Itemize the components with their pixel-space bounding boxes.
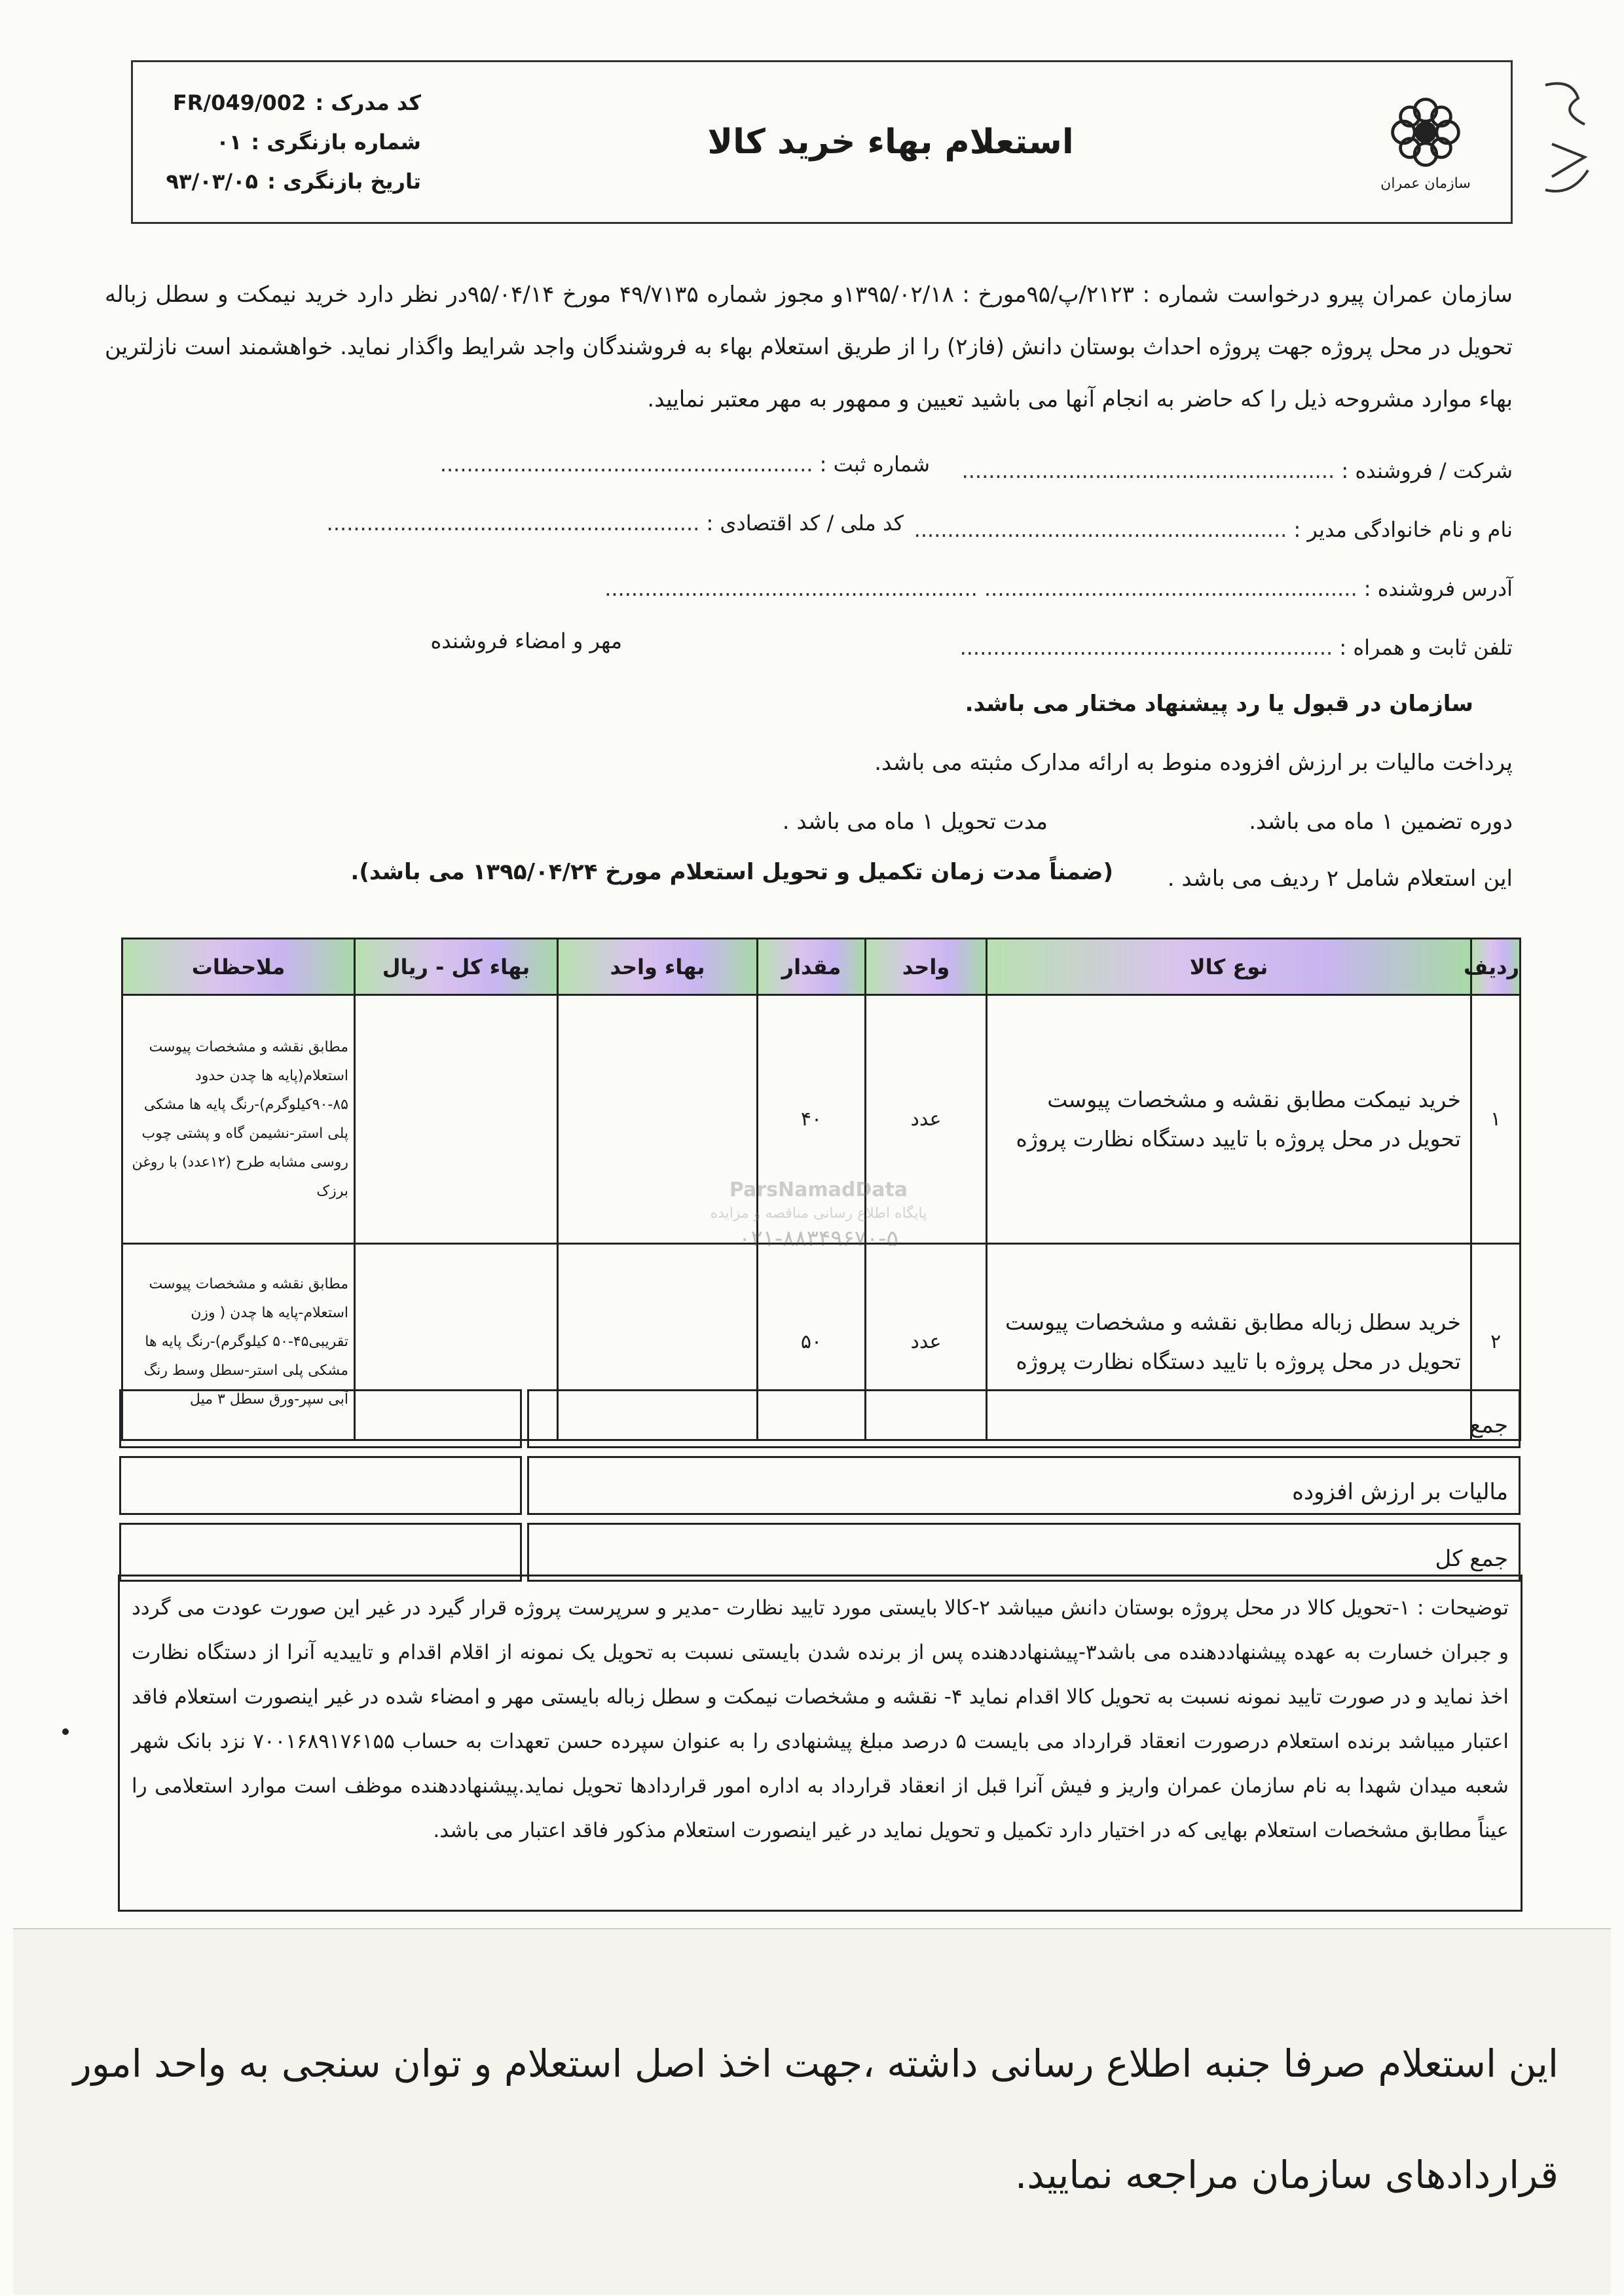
national-id-dots: ........................................................ xyxy=(326,511,700,536)
organization-logo xyxy=(1340,62,1511,222)
grand-total-value-box[interactable] xyxy=(119,1523,522,1582)
revision-no-row xyxy=(153,130,421,155)
company-dots: ........................................................ xyxy=(961,458,1335,483)
warranty-note: دوره تضمین ۱ ماه می باشد. xyxy=(1249,809,1513,835)
revision-date-row xyxy=(153,169,421,194)
doc-code-value: FR/049/002 xyxy=(172,90,306,115)
vat-label: مالیات بر ارزش افزوده xyxy=(527,1456,1521,1515)
document-header xyxy=(131,60,1513,224)
rows-count-note: این استعلام شامل ۲ ردیف می باشد . xyxy=(1167,866,1513,892)
row-number: ۱ xyxy=(1471,995,1521,1244)
address-label: آدرس فروشنده : xyxy=(1363,576,1513,601)
company-field[interactable] xyxy=(962,458,1513,483)
manager-label: نام و نام خانوادگی مدیر : xyxy=(1293,517,1513,542)
address-dots-extra: ........................................................ xyxy=(604,576,978,601)
reg-no-label: شماره ثبت : xyxy=(819,452,930,477)
revision-no-label: شماره بازنگری : xyxy=(251,130,421,155)
item-description: خرید سطل زباله مطابق نقشه و مشخصات پیوست تحویل در محل پروژه با تایید دستگاه نظارت پروژه xyxy=(987,1244,1471,1440)
doc-code-row xyxy=(153,90,421,115)
bullet-mark xyxy=(62,1728,69,1735)
intro-paragraph: سازمان عمران پیرو درخواست شماره : ۲۱۲۳/پ/۹۵مورخ : ۱۳۹۵/۰۲/۱۸و مجوز شماره ۴۹/۷۱۳۵ مورخ ۹۵/۰۴/۱۴در نظر دارد خرید نیمکت و سطل زباله تحویل در محل پروژه جهت پروژه احداث بوستان دانش (فاز۲) را از طریق استعلام بهاء به فروشندگان واجد شرایط واگذار نماید. خواهشمند است نازلترین بهاء موارد مشروحه ذیل را که حاضر به انجام آنها می باشید تعیین و ممهور به مهر معتبر نمایید. xyxy=(105,282,1513,412)
flower-logo-icon xyxy=(1386,93,1465,172)
total-price-cell[interactable] xyxy=(355,995,558,1244)
sum-row xyxy=(119,1389,1521,1448)
vat-note: پرداخت مالیات بر ارزش افزوده منوط به ارائه مدارک مثبته می باشد. xyxy=(874,750,1513,776)
phone-dots: ........................................................ xyxy=(959,635,1333,660)
col-header-unit: واحد xyxy=(866,939,987,995)
phone-label: تلفن ثابت و همراه : xyxy=(1339,635,1513,660)
reg-no-dots: ........................................................ xyxy=(439,452,813,477)
col-header-item: نوع کالا xyxy=(987,939,1471,995)
row-number: ۲ xyxy=(1471,1244,1521,1440)
explanations-box: توضیحات : ۱-تحویل کالا در محل پروژه بوستان دانش میباشد ۲-کالا بایستی مورد تایید نظارت -مدیر و سرپرست پروژه قرار گیرد در غیر این صورت عودت می گردد و جبران خسارت به عهده پیشنهاددهنده می باشد۳-پیشنهاددهنده پس از برنده شدن بایستی نسبت به تحویل یک نمونه از اقلام اقدام و تاییدیه آنرا از دستگاه نظارت اخذ نماید و در صورت تایید نمونه نسبت به تحویل کالا اقدام نماید ۴- نقشه و مشخصات نیمکت و سطل زباله بایستی مهر و امضاء شده در غیر اینصورت استعلام فاقد اعتبار میباشد برنده استعلام درصورت انعقاد قرارداد می بایست ۵ درصد مبلغ پیشنهادی را به عنوان سپرده حسن تعهدات به حساب ۷۰۰۱۶۸۹۱۷۶۱۵۵ نزد بانک شهر شعبه میدان شهدا به نام سازمان عمران واریز و فیش آنرا قبل از انعقاد قرارداد به اداره امور قراردادها تحویل نماید.پیشنهاددهنده موظف است موارد استعلامی را عیناً مطابق مشخصات استعلام بهایی که در اختیار دارد تکمیل و تحویل نماید در غیر اینصورت استعلام مذکور فاقد اعتبار می باشد. xyxy=(118,1575,1522,1912)
sum-label: جمع xyxy=(527,1389,1521,1448)
document-title: استعلام بهاء خرید کالا xyxy=(707,122,1074,162)
item-unit: عدد xyxy=(866,995,987,1244)
info-banner xyxy=(13,1928,1611,2295)
col-header-row: ردیف xyxy=(1471,939,1521,995)
grand-total-label: جمع کل xyxy=(527,1523,1521,1582)
vat-value-box[interactable] xyxy=(119,1456,522,1515)
grand-total-row xyxy=(119,1523,1521,1582)
revision-date-value: ۹۳/۰۳/۰۵ xyxy=(166,169,259,194)
vat-row xyxy=(119,1456,1521,1515)
revision-no-value: ۰۱ xyxy=(216,130,242,155)
banner-text: این استعلام صرفا جنبه اطلاع رسانی داشته ،جهت اخذ اصل استعلام و توان سنجی به واحد امور قراردادهای سازمان مراجعه نمایید. xyxy=(73,2041,1559,2197)
item-qty: ۴۰ xyxy=(758,995,866,1244)
col-header-remarks: ملاحظات xyxy=(122,939,355,995)
item-description: خرید نیمکت مطابق نقشه و مشخصات پیوست تحویل در محل پروژه با تایید دستگاه نظارت پروژه xyxy=(987,995,1471,1244)
watermark xyxy=(674,1008,963,1283)
col-header-qty: مقدار xyxy=(758,939,866,995)
item-remarks: مطابق نقشه و مشخصات پیوست استعلام-پایه ها چدن ( وزن تقریبی۴۵-۵۰ کیلوگرم)-رنگ پایه ها مشکی پلی استر-سطل وسط رنگ آبی سپر-ورق سطل ۳ میل xyxy=(122,1244,355,1440)
manager-dots: ........................................................ xyxy=(913,517,1287,542)
table-header-row xyxy=(122,939,1521,995)
col-header-total: بهاء کل - ریال xyxy=(355,939,558,995)
col-header-unit-price: بهاء واحد xyxy=(558,939,758,995)
item-unit: عدد xyxy=(866,1244,987,1440)
logo-caption: سازمان عمران xyxy=(1380,175,1471,192)
watermark-subtitle: پایگاه اطلاع رسانی مناقصه و مزایده xyxy=(710,1205,927,1222)
revision-date-label: تاریخ بازنگری : xyxy=(267,169,421,194)
handwritten-annotation-icon xyxy=(1532,72,1604,203)
item-qty: ۵۰ xyxy=(758,1244,866,1440)
manager-field[interactable] xyxy=(914,517,1513,542)
document-meta xyxy=(133,62,441,222)
phone-field[interactable] xyxy=(960,635,1513,660)
deadline-note: (ضمناً مدت زمان تکمیل و تحویل استعلام مورخ ۱۳۹۵/۰۴/۲۴ می باشد). xyxy=(350,859,1113,885)
watermark-title: ParsNamadData xyxy=(729,1178,908,1201)
reg-no-field[interactable] xyxy=(440,452,930,477)
sum-value-box[interactable] xyxy=(119,1389,522,1448)
totals-section xyxy=(119,1389,1521,1590)
national-id-label: کد ملی / کد اقتصادی : xyxy=(706,511,904,536)
company-label: شرکت / فروشنده : xyxy=(1341,458,1513,483)
acceptance-note: سازمان در قبول یا رد پیشنهاد مختار می باشد. xyxy=(965,691,1473,717)
seal-signature-label: مهر و امضاء فروشنده xyxy=(430,629,622,653)
national-id-field[interactable] xyxy=(327,511,904,536)
address-field[interactable] xyxy=(604,576,1513,601)
doc-code-label: کد مدرک : xyxy=(315,90,421,115)
item-remarks: مطابق نقشه و مشخصات پیوست استعلام(پایه ها چدن حدود ۸۵-۹۰کیلوگرم)-رنگ پایه ها مشکی پلی استر-نشیمن گاه و پشتی چوب روسی مشابه طرح (۱۲عدد) با روغن برزک xyxy=(122,995,355,1244)
address-dots: ........................................................ xyxy=(984,576,1357,601)
watermark-phone: ۰۲۱-۸۸۳۴۹۶۷۰-۵ xyxy=(739,1226,898,1252)
delivery-note: مدت تحویل ۱ ماه می باشد . xyxy=(782,809,1048,835)
